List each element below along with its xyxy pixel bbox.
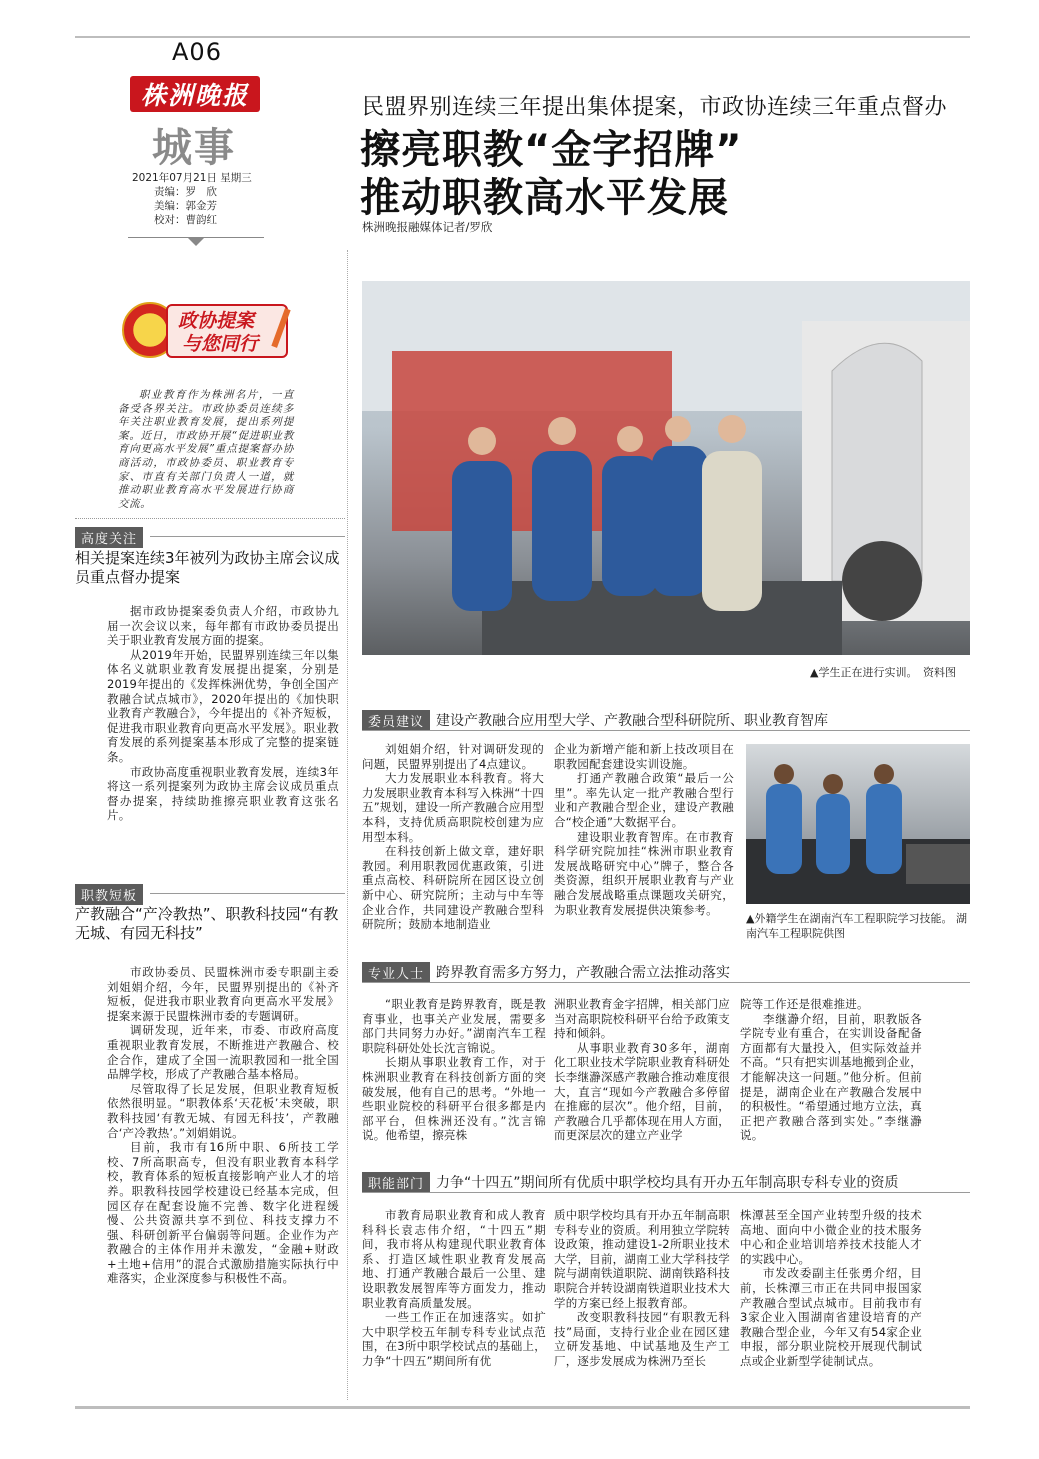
headline-line1: 擦亮职教“金字招牌” [360,127,743,173]
sidebar2-para: 尽管取得了长足发展，但职业教育短板依然很明显。“职教体系‘天花板’未突破，职教科技园‘有教无城、有园无科技’，产教融合‘产冷教热’。”刘娟娟说。 [107,1081,339,1140]
auto-photo-image [746,744,970,904]
sec2-tag [362,962,430,983]
sec2-col1 [362,997,546,1143]
sidebar2-heading: 产教融合“产冷教热”、职教科技园“有教无城、有园无科技” [75,905,339,942]
sidebar1-tag-label: 高度关注 [75,527,143,548]
sec1-para: 企业为新增产能和新上技改项目在职教园配套建设实训设施。 [554,742,734,771]
sidebar1-tag [75,527,143,548]
sec2-para: 从事职业教育30多年，湖南化工职业技术学院职业教育科研处长李继瀞深感产教融合推动难度很大，直言“现如今产教融合多停留在推廊的层次”。他介绍，目前，产教融合几乎都体现在用人方面，而更深层次的建立产业学 [554,1040,730,1143]
sec2-col3 [740,997,922,1143]
kicker: 民盟界别连续三年提出集体提案，市政协连续三年重点督办 [362,95,948,120]
sec2-para: “职业教育是跨界教育，既是教育事业，也事关产业发展，需要多部门共同努力办好。”湖南汽车工程职院科研处处长沈言锦说。 [362,997,546,1055]
sidebar1-para: 从2019年开始，民盟界别连续三年以集体名义就职业教育发展提出提案，分别是2019年提出的《发挥株洲优势，争创全国产教融合试点城市》，2020年提出的《加快职业教育产教融合》，今年提出的《补齐短板，促进我市职业教育向更高水平发展》。职业教育发展的系列提案基本形成了完整的提案链条。 [107,647,339,764]
sec3-heading: 力争“十四五”期间所有优质中职学校均具有开办五年制高职专科专业的资质 [436,1175,899,1191]
sec3-para: 改变职教科技园“有职教无科技”局面，支持行业企业在园区建立研发基地、中试基地及生产工厂，逐步发展成为株洲乃至长 [554,1310,730,1368]
sec1-para: 大力发展职业本科教育。将大力发展职业教育本科写入株洲“十四五”规划，建设一所产教融合应用型本科，支持优质高职院校创建为应用型本科。 [362,771,544,844]
sidebar2-tag-rule [150,893,345,894]
sec1-para: 打通产教融合政策“最后一公里”。率先认定一批产教融合型行业和产教融合型企业，建设产教融合“校企通”大数据平台。 [554,771,734,829]
lead-paragraph: 职业教育作为株洲名片，一直备受各界关注。市政协委员连续多年关注职业教育发展，提出系列提案。近日，市政协开展“促进职业教育向更高水平发展”重点提案督办协商活动，市政协委员、职业教育专家、市直有关部门负责人一道，就推动职业教育高水平发展进行协商交流。 [118,389,294,510]
sidebar2-para: 目前，我市有16所中职、6所技工学校、7所高职高专，但没有职业教育本科学校，教育体系的短板直接影响产业人才的培养。职教科技园学校建设已经基本完成，但园区存在配套设施不完善、数字化进程缓慢、公共资源共享不到位、科技支撑力不强、科研创新平台偏弱等问题。企业作为产教融合的主体作用并未激发，“金融+财政+土地+信用”的混合式激励措施实际执行中难落实，企业深度参与积极性不高。 [107,1140,339,1286]
sec3-col2 [554,1208,730,1369]
editor-credit: 责编：罗 欣 [154,186,217,198]
byline: 株洲晚报融媒体记者/罗欣 [362,220,493,234]
proof-credit: 校对：曹韵红 [154,214,217,226]
sidebar2-para: 市政协委员、民盟株洲市委专职副主委刘姐娟介绍，今年，民盟界别提出的《补齐短板，促进我市职业教育向更高水平发展》提案来源于民盟株洲市委的专题调研。 [107,965,339,1023]
sidebar2-tag [75,884,143,905]
sec2-heading: 跨界教育需多方努力，产教融合需立法推动落实 [436,965,730,981]
badge-line2: 与您同行 [182,333,259,355]
page-number: A06 [172,38,222,66]
cppcc-badge [118,298,298,362]
brand-name: 株洲晚报 [140,81,249,110]
sec1-para: 建设职业教育智库。在市教育科学研究院加挂“株洲市职业教育发展战略研究中心”牌子，整合各类资源，组织开展职业教育与产业融合发展战略重点课题攻关研究，为职业教育发展提供决策参考。 [554,829,734,917]
sec3-col3 [740,1208,922,1369]
sec1-tag-label: 委员建议 [362,710,430,731]
issue-info [132,171,252,227]
badge-line1: 政协提案 [178,310,255,332]
sec1-heading: 建设产教融合应用型大学、产教融合型科研院所、职业教育智库 [436,713,828,729]
sec1-para: 刘姐娟介绍，针对调研发现的问题，民盟界别提出了4点建议。 [362,742,544,771]
sec2-rule [362,982,970,983]
sec3-para: 一些工作正在加速落实。如扩大中职学校五年制专科专业试点范围，在3所中职学校试点的基础上，力争“十四五”期间所有优 [362,1310,546,1368]
sec3-col1 [362,1208,546,1369]
bottom-rule [75,1406,970,1409]
sec2-para: 洲职业教育金字招牌，相关部门应当对高职院校科研平台给予政策支持和倾斜。 [554,997,730,1041]
sec2-para: 长期从事职业教育工作，对于株洲职业教育在科技创新方面的突破发展，他有自己的思考。“外地一些职业院校的科研平台很多都是内部平台，但株洲还没有。”沈言锦说。他希望，擦亮株 [362,1055,546,1143]
sec3-rule [362,1192,970,1193]
photo1-caption: ▲学生正在进行实训。 资料图 [810,666,956,679]
sec3-para: 株潭甚至全国产业转型升级的技术高地、面向中小微企业的技术服务中心和企业培训培养技术技能人才的实践中心。 [740,1208,922,1266]
header-pointer [188,238,204,246]
sec1-tag [362,710,430,731]
sec1-rule [362,730,970,731]
lead-divider [75,518,345,519]
sec3-para: 质中职学校均具有开办五年制高职专科专业的资质。利用独立学院转设政策，推动建设1-2所职业技术大学，目前，湖南工业大学科技学院与湖南铁道职院、湖南铁路科技职院合并转设湖南铁道职业技术大学的方案已经上报教育部。 [554,1208,730,1310]
sec1-para: 在科技创新上做文章，建好职教园。利用职教园优惠政策，引进重点高校、科研院所在园区设立创新中心、研究院所；主动与中车等企业合作，共同建设产教融合型科研院所；鼓励本地制造业 [362,844,544,932]
section-name: 城事 [152,124,236,171]
sidebar2-para: 调研发现，近年来，市委、市政府高度重视职业教育发展，不断推进产教融合、校企合作，建成了全国一流职教园和一批全国品牌学校，形成了产教融合基本格局。 [107,1023,339,1082]
sec2-col2 [554,997,730,1143]
sidebar2-body [107,965,339,1286]
sidebar1-para: 市政协高度重视职业教育发展，连续3年将这一系列提案列为政协主席会议成员重点督办提案，持续助推擦亮职业教育这张名片。 [107,764,339,823]
column-divider [347,250,348,1400]
headline-line2: 推动职教高水平发展 [360,175,729,221]
auto-photo [746,744,970,904]
sec2-para: 院等工作还是很难推进。 [740,997,869,1011]
sec2-tag-label: 专业人士 [362,962,430,983]
training-photo-image [362,281,970,655]
sidebar1-para: 据市政协提案委负责人介绍，市政协九届一次会议以来，每年都有市政协委员提出关于职业教育发展方面的提案。 [107,604,339,648]
sec1-col1 [362,742,544,932]
sec3-tag-label: 职能部门 [362,1172,430,1193]
issue-date: 2021年07月21日 星期三 [132,172,252,184]
brand-logo [130,76,260,112]
sidebar2-tag-label: 职教短板 [75,884,143,905]
sec2-para: 李继瀞介绍，目前，职教版各学院专业有重合，在实训设备配备方面都有大量投入，但实际效益并不高。“只有把实训基地搬到企业，才能解决这一问题。”他分析。但前提是，湖南企业在产教融合发展中的积极性。“希望通过地方立法，真正把产教融合落到实处。”李继瀞说。 [740,1011,922,1143]
sec1-col2 [554,742,734,917]
sec3-tag [362,1172,430,1193]
photo2-caption: ▲外籍学生在湖南汽车工程职院学习技能。 湖南汽车工程职院供图 [746,912,967,940]
designer-credit: 美编：郭金芳 [154,200,217,212]
sidebar1-heading: 相关提案连续3年被列为政协主席会议成员重点督办提案 [75,549,340,586]
sec3-para: 市教育局职业教育和成人教育科科长袁志伟介绍，“十四五”期间，我市将从构建现代职业教育体系、打造区域性职业教育发展高地、打通产教融合最后一公里、建设职教发展智库等方面发力，推动职业教育高质量发展。 [362,1208,546,1310]
sidebar1-body [107,604,339,823]
sidebar1-tag-rule [150,536,345,537]
training-photo [362,281,970,655]
sec3-para: 市发改委副主任张勇介绍，目前，长株潭三市正在共同申报国家产教融合型试点城市。目前我市有3家企业入围湖南省建设培育的产教融合型企业，今年又有54家企业申报，部分职业院校开展现代制试点或企业新型学徒制试点。 [740,1266,922,1368]
